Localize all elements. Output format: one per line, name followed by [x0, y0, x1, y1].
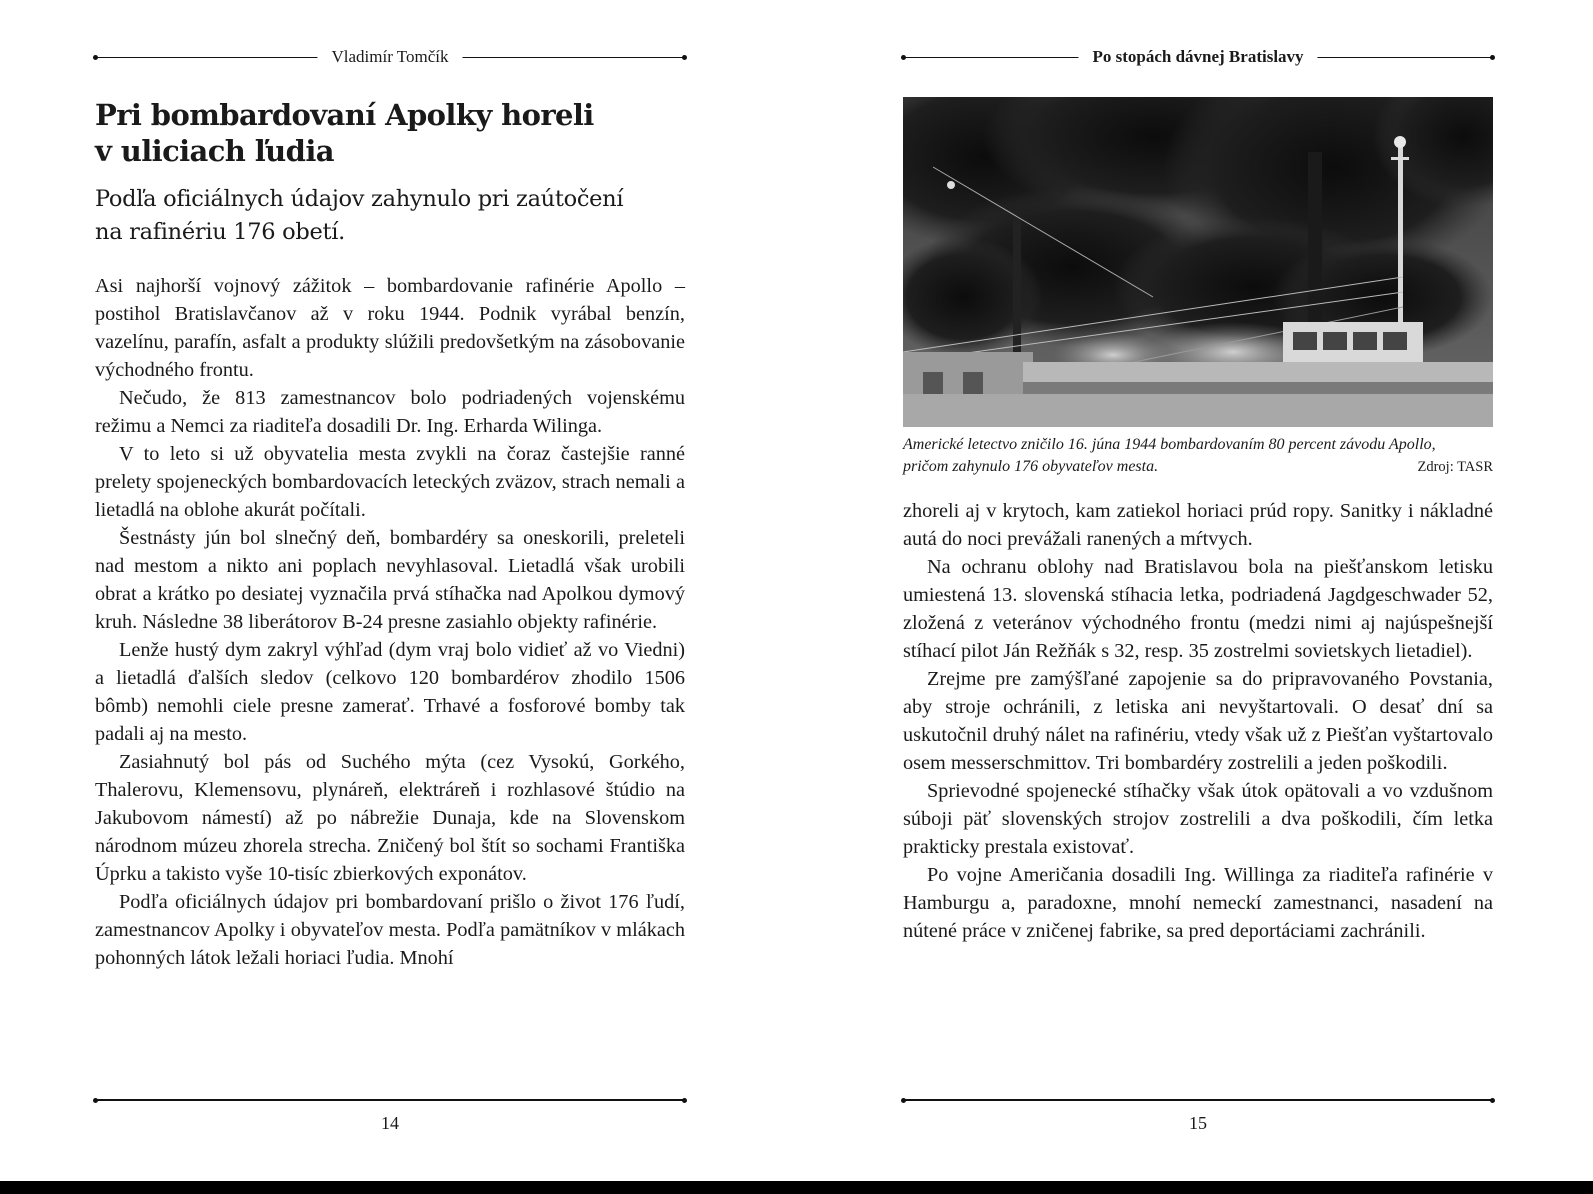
footer-line — [903, 1099, 1493, 1101]
paragraph: V to leto si už obyvatelia mesta zvykli na čoraz častejšie ranné prelety spojeneckých bombardovacích leteckých zväzov, strach nemali a lietadlá na oblohe akurát počítali. — [95, 443, 685, 521]
paragraph: Podľa oficiálnych údajov pri bombardovaní prišlo o život 176 ľudí, zamestnancov Apolky i obyvateľov mesta. Podľa pamätníkov v mlákach pohonných látok ležali horiaci ľudia. Mnohí — [95, 891, 685, 969]
left-page — [95, 0, 685, 1194]
paragraph: zhoreli aj v krytoch, kam zatiekol horiaci prúd ropy. Sanitky i nákladné autá do noci prevážali ranených a mŕtvych. — [903, 500, 1493, 550]
rule-dot — [1490, 1098, 1495, 1103]
article-title — [95, 97, 685, 169]
page-number: 14 — [381, 1113, 399, 1133]
page-number: 15 — [1189, 1113, 1207, 1133]
running-header — [95, 47, 685, 66]
subtitle-line: na rafinériu 176 obetí. — [95, 219, 346, 245]
rule-dot — [901, 1098, 906, 1103]
running-head-book-title: Po stopách dávnej Bratislavy — [1078, 47, 1317, 67]
rule-dot — [93, 1098, 98, 1103]
rule-dot — [93, 55, 98, 60]
footer-rule — [95, 1093, 685, 1107]
paragraph: Sprievodné spojenecké stíhačky však útok opätovali a vo vzdušnom súboji päť slovenských strojov zostrelili a dva poškodili, čím letka prakticky prestala existovať. — [903, 780, 1493, 858]
title-line: Pri bombardovaní Apolky horeli — [95, 98, 594, 132]
paragraph: Asi najhorší vojnový zážitok – bombardovanie rafinérie Apollo – postihol Bratislavčanov až v roku 1944. Podnik vyrábal benzín, vazelínu, parafín, asfalt a produkty slúžili predovšetkým na zásobovanie východného frontu. — [95, 275, 685, 381]
paragraph: Zasiahnutý bol pás od Suchého mýta (cez Vysokú, Gorkého, Thalerovu, Klemensovu, plynáreň, elektráreň i rozhlasové štúdio na Jakubovom námestí) až po nábrežie Dunaja, kde na Slovenskom národnom múzeu zhorela strecha. Zničený bol štít so sochami Františka Úprku a takisto vyše 10-tisíc zbierkových exponátov. — [95, 751, 685, 885]
caption-line: pričom zahynulo 176 obyvateľov mesta. — [903, 458, 1159, 475]
running-header — [903, 47, 1493, 66]
article-subtitle — [95, 183, 685, 249]
paragraph: Šestnásty jún bol slnečný deň, bombardéry sa oneskorili, preleteli nad mestom a nikto ani poplach nevyhlasoval. Lietadlá však urobili obrat a krátko po desiatej vyznačila prvá stíhačka nad Apolkou dymový kruh. Následne 38 liberátorov B-24 presne zasiahlo objekty rafinérie. — [95, 527, 685, 633]
right-page — [903, 0, 1493, 1194]
paragraph: Na ochranu oblohy nad Bratislavou bola na piešťanskom letisku umiestená 13. slovenská stíhacia letka, podriadená Jagdgeschwader 52, zložená z veteránov východného frontu (medzi nimi aj najúspešnejší stíhací pilot Ján Režňák s 32, resp. 35 zostrelmi sovietskych lietadiel). — [903, 556, 1493, 662]
paragraph: Zrejme pre zamýšľané zapojenie sa do pripravovaného Povstania, aby stroje ochránili, z letiska ani nevyštartovali. O desať dní sa uskutočnil druhý nálet na rafinériu, vtedy však už z Piešťan vyštartovalo osem messerschmittov. Tri bombardéry zostrelili a jeden poškodili. — [903, 668, 1493, 774]
photo-caption — [903, 434, 1493, 478]
footer-line — [95, 1099, 685, 1101]
rule-dot — [901, 55, 906, 60]
rule-dot — [682, 1098, 687, 1103]
footer-rule — [903, 1093, 1493, 1107]
scan-edge-band — [0, 1181, 1593, 1194]
caption-line: Americké letectvo zničilo 16. júna 1944 bombardovaním 80 percent závodu Apollo, — [903, 436, 1436, 453]
paragraph: Nečudo, že 813 zamestnancov bolo podriadených vojenskému režimu a Nemci za riaditeľa dosadili Dr. Ing. Erharda Wilinga. — [95, 387, 685, 437]
rule-dot — [682, 55, 687, 60]
paragraph: Po vojne Američania dosadili Ing. Willinga za riaditeľa rafinérie v Hamburgu a, paradoxne, mnohí nemeckí zamestnanci, nasadení na nútené práce v zničenej fabrike, sa pred deportáciami zachránili. — [903, 864, 1493, 942]
body-text — [903, 497, 1493, 945]
photo-illustration — [903, 97, 1493, 427]
photo-source: Zdroj: TASR — [1417, 459, 1493, 475]
running-head-author: Vladimír Tomčík — [317, 47, 462, 67]
paragraph: Lenže hustý dym zakryl výhľad (dym vraj bolo vidieť až vo Viedni) a lietadlá ďalších sledov (celkovo 120 bombardérov zhodilo 1506 bômb) nemohli ciele presne zamerať. Trhavé a fosforové bomby tak padali aj na mesto. — [95, 639, 685, 745]
rule-dot — [1490, 55, 1495, 60]
body-text — [95, 272, 685, 972]
smoke-over-refinery-photo — [903, 97, 1493, 427]
title-line: v uliciach ľudia — [95, 134, 334, 168]
subtitle-line: Podľa oficiálnych údajov zahynulo pri zaútočení — [95, 186, 624, 212]
